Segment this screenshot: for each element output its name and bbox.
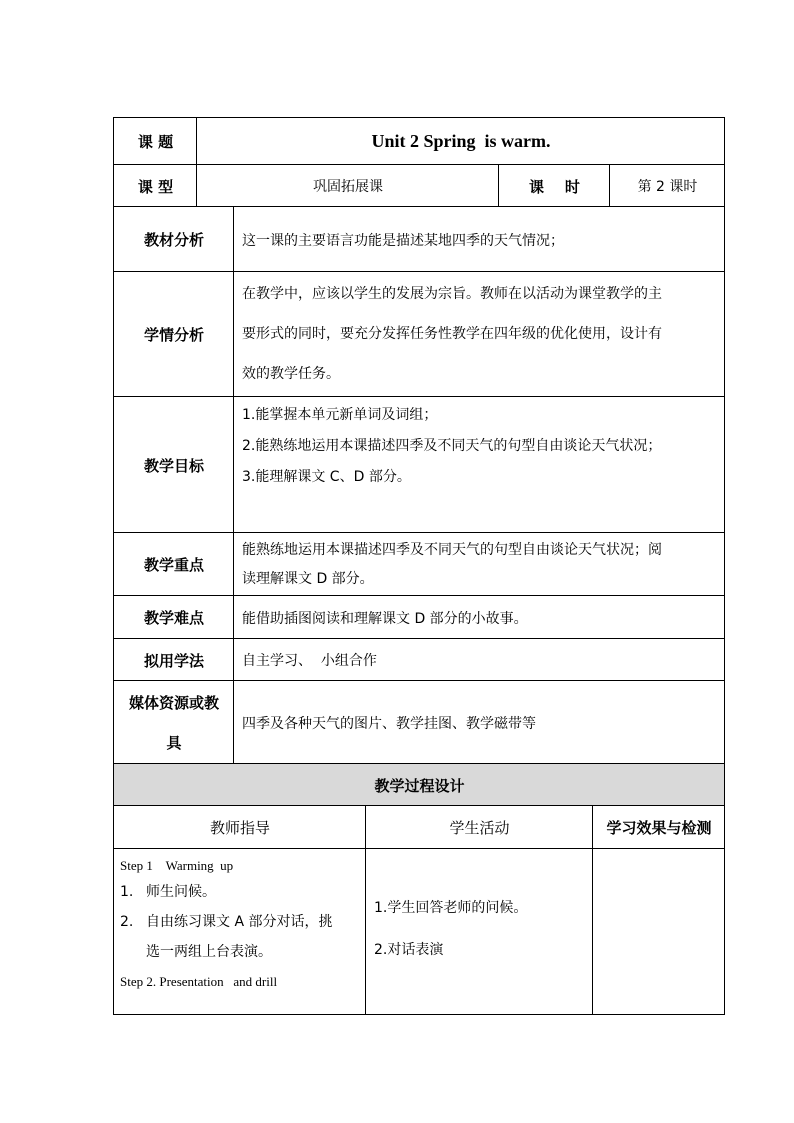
effect-cell bbox=[593, 849, 725, 1015]
teacher-item bbox=[120, 877, 360, 907]
border-v bbox=[113, 117, 114, 1015]
difficulty-label: 教学难点 bbox=[143, 609, 204, 627]
step-2-heading: Step 2. Presentation and drill bbox=[120, 974, 278, 989]
media-label-line: 媒体资源或教 bbox=[128, 694, 219, 712]
period-value: 第 2 课时 bbox=[637, 179, 698, 195]
method-text: 自主学习、 小组合作 bbox=[242, 653, 377, 669]
keypoints-label: 教学重点 bbox=[143, 556, 204, 574]
col-student-header: 学生活动 bbox=[449, 819, 510, 837]
border-h bbox=[113, 396, 725, 397]
media-label bbox=[114, 681, 234, 764]
type-value: 巩固拓展课 bbox=[313, 179, 383, 195]
teacher-item-continuation: 选一两组上台表演。 bbox=[146, 944, 272, 960]
topic-label: 课 题 bbox=[137, 133, 174, 151]
students-line: 效的教学任务。 bbox=[242, 366, 340, 382]
goal-item: 1.能掌握本单元新单词及词组； bbox=[242, 407, 438, 423]
border-h bbox=[113, 595, 725, 596]
students-text bbox=[234, 272, 725, 397]
keypoints-line: 能熟练地运用本课描述四季及不同天气的句型自由谈论天气状况；阅 bbox=[242, 542, 662, 558]
student-line: 1.学生回答老师的问候。 bbox=[374, 900, 528, 916]
border-v bbox=[196, 117, 197, 207]
students-line: 在教学中，应该以学生的发展为宗旨。教师在以活动为课堂教学的主 bbox=[242, 286, 662, 302]
border-h bbox=[113, 805, 725, 806]
teacher-guidance bbox=[114, 849, 366, 1015]
period-label: 课 时 bbox=[529, 177, 580, 196]
col-teacher-header: 教师指导 bbox=[209, 819, 270, 837]
type-label: 课 型 bbox=[137, 177, 174, 196]
border-h bbox=[113, 117, 725, 118]
method-label: 拟用学法 bbox=[143, 651, 204, 670]
student-line: 2.对话表演 bbox=[374, 942, 444, 958]
step-1-heading: Step 1 Warming up bbox=[120, 858, 234, 873]
topic-value: Unit 2 Spring is warm. bbox=[371, 131, 551, 151]
border-v bbox=[592, 805, 593, 1015]
border-v bbox=[498, 164, 499, 207]
col-effect-header: 学习效果与检测 bbox=[606, 819, 712, 837]
border-h bbox=[113, 532, 725, 533]
keypoints-text bbox=[234, 533, 725, 596]
border-h bbox=[113, 763, 725, 764]
border-h bbox=[113, 271, 725, 272]
border-h bbox=[113, 638, 725, 639]
goals-label: 教学目标 bbox=[143, 456, 204, 475]
item-text: 自由练习课文 A 部分对话，挑 bbox=[146, 914, 333, 930]
process-title: 教学过程设计 bbox=[114, 764, 725, 806]
keypoints-line: 读理解课文 D 部分。 bbox=[242, 571, 374, 587]
border-h bbox=[113, 848, 725, 849]
border-v bbox=[724, 117, 725, 1015]
goal-item: 3.能理解课文 C、D 部分。 bbox=[242, 469, 411, 485]
border-h bbox=[113, 206, 725, 207]
material-text: 这一课的主要语言功能是描述某地四季的天气情况； bbox=[242, 232, 564, 249]
goal-item: 2.能熟练地运用本课描述四季及不同天气的句型自由谈论天气状况； bbox=[242, 438, 662, 454]
student-activity bbox=[366, 849, 593, 1015]
media-text: 四季及各种天气的图片、教学挂图、教学磁带等 bbox=[242, 715, 536, 732]
media-label-line: 具 bbox=[166, 734, 182, 752]
border-h bbox=[113, 164, 725, 165]
border-h bbox=[113, 680, 725, 681]
material-label: 教材分析 bbox=[143, 231, 204, 249]
teacher-item bbox=[120, 907, 360, 937]
border-v bbox=[233, 206, 234, 764]
border-v bbox=[609, 164, 610, 207]
difficulty-text: 能借助插图阅读和理解课文 D 部分的小故事。 bbox=[242, 610, 528, 627]
students-label: 学情分析 bbox=[143, 326, 204, 344]
goals-list bbox=[234, 397, 725, 533]
border-h bbox=[113, 1014, 725, 1015]
item-number: 2. bbox=[120, 914, 134, 930]
item-number: 1. bbox=[120, 884, 134, 900]
students-line: 要形式的同时，要充分发挥任务性教学在四年级的优化使用，设计有 bbox=[242, 326, 662, 342]
item-text: 师生问候。 bbox=[146, 884, 216, 900]
border-v bbox=[365, 805, 366, 1015]
